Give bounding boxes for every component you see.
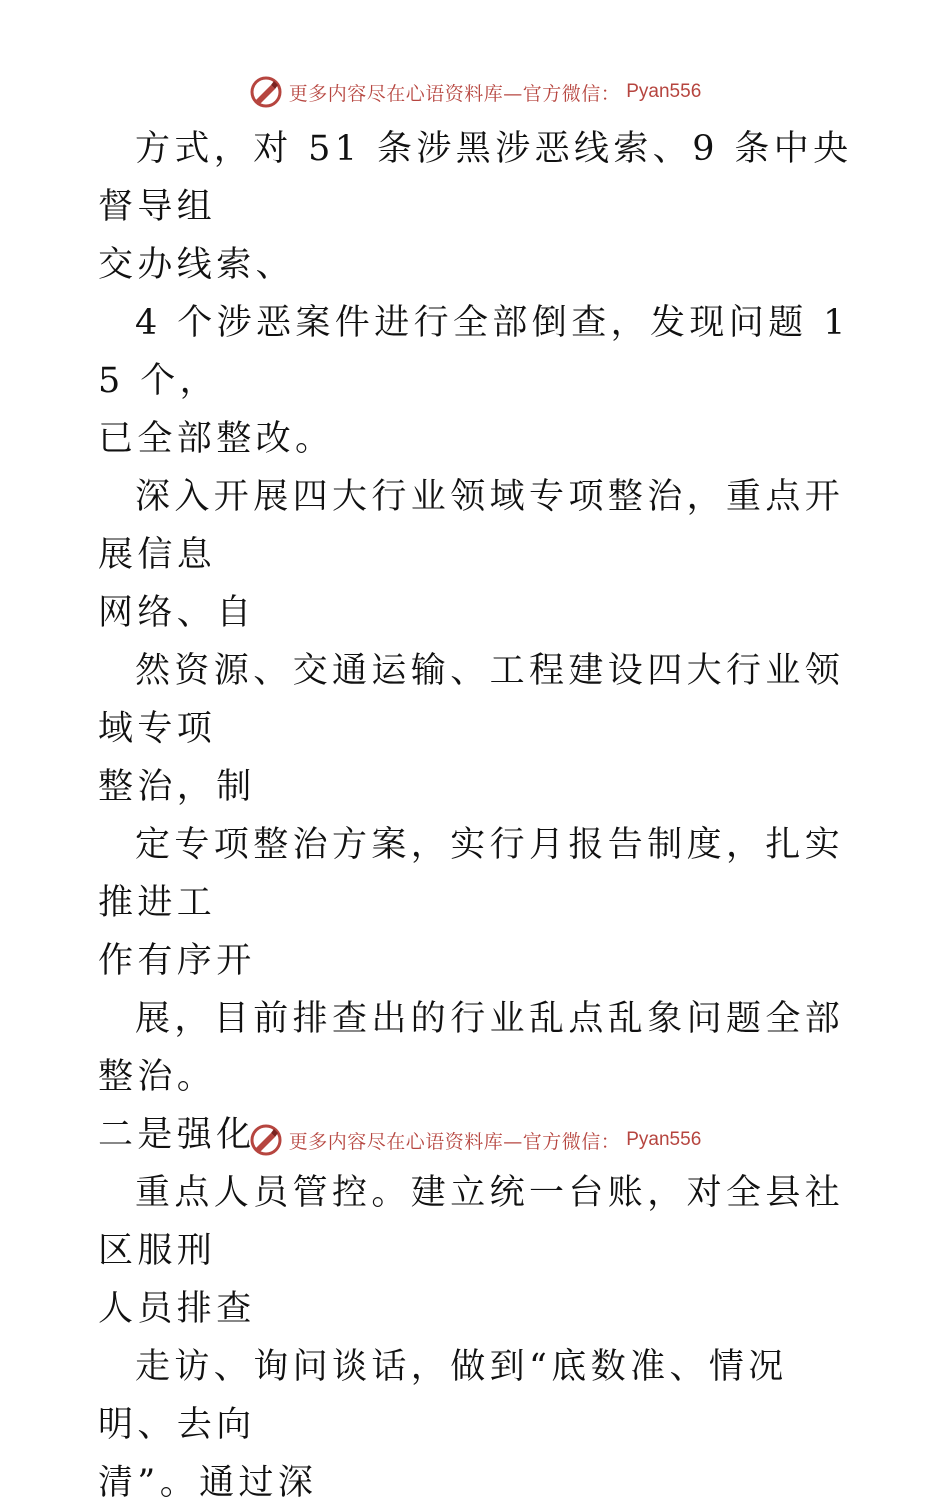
paragraph: 重点人员管控。建立统一台账，对全县社区服刑 人员排查 [98, 1173, 845, 1329]
pen-seal-logo-icon [249, 1123, 283, 1157]
watermark-text: 更多内容尽在心语资料库—官方微信： [288, 1130, 621, 1153]
pen-seal-logo-icon [249, 75, 283, 109]
paragraph: 然资源、交通运输、工程建设四大行业领域专项 整治，制 [98, 651, 845, 807]
header-watermark [0, 72, 950, 112]
paragraph: 4 个涉恶案件进行全部倒查，发现问题 15 个， 已全部整改。 [98, 303, 850, 459]
paragraph: 定专项整治方案，实行月报告制度，扎实推进工 作有序开 [98, 825, 845, 981]
document-body [98, 120, 858, 1512]
paragraph: 方式，对 51 条涉黑涉恶线索、9 条中央督导组 交办线索、 [98, 129, 853, 285]
watermark-wechat-id: Pyan556 [626, 81, 702, 102]
watermark-text: 更多内容尽在心语资料库—官方微信： [288, 82, 621, 105]
paragraph: 展，目前排查出的行业乱点乱象问题全部整治。 二是强化 [98, 999, 845, 1155]
watermark-wechat-id: Pyan556 [626, 1129, 702, 1150]
footer-watermark [0, 1120, 950, 1160]
paragraph: 深入开展四大行业领域专项整治，重点开展信息 网络、自 [98, 477, 845, 633]
paragraph: 走访、询问谈话，做到“底数准、情况明、去向 清”。通过深 [98, 1347, 788, 1503]
